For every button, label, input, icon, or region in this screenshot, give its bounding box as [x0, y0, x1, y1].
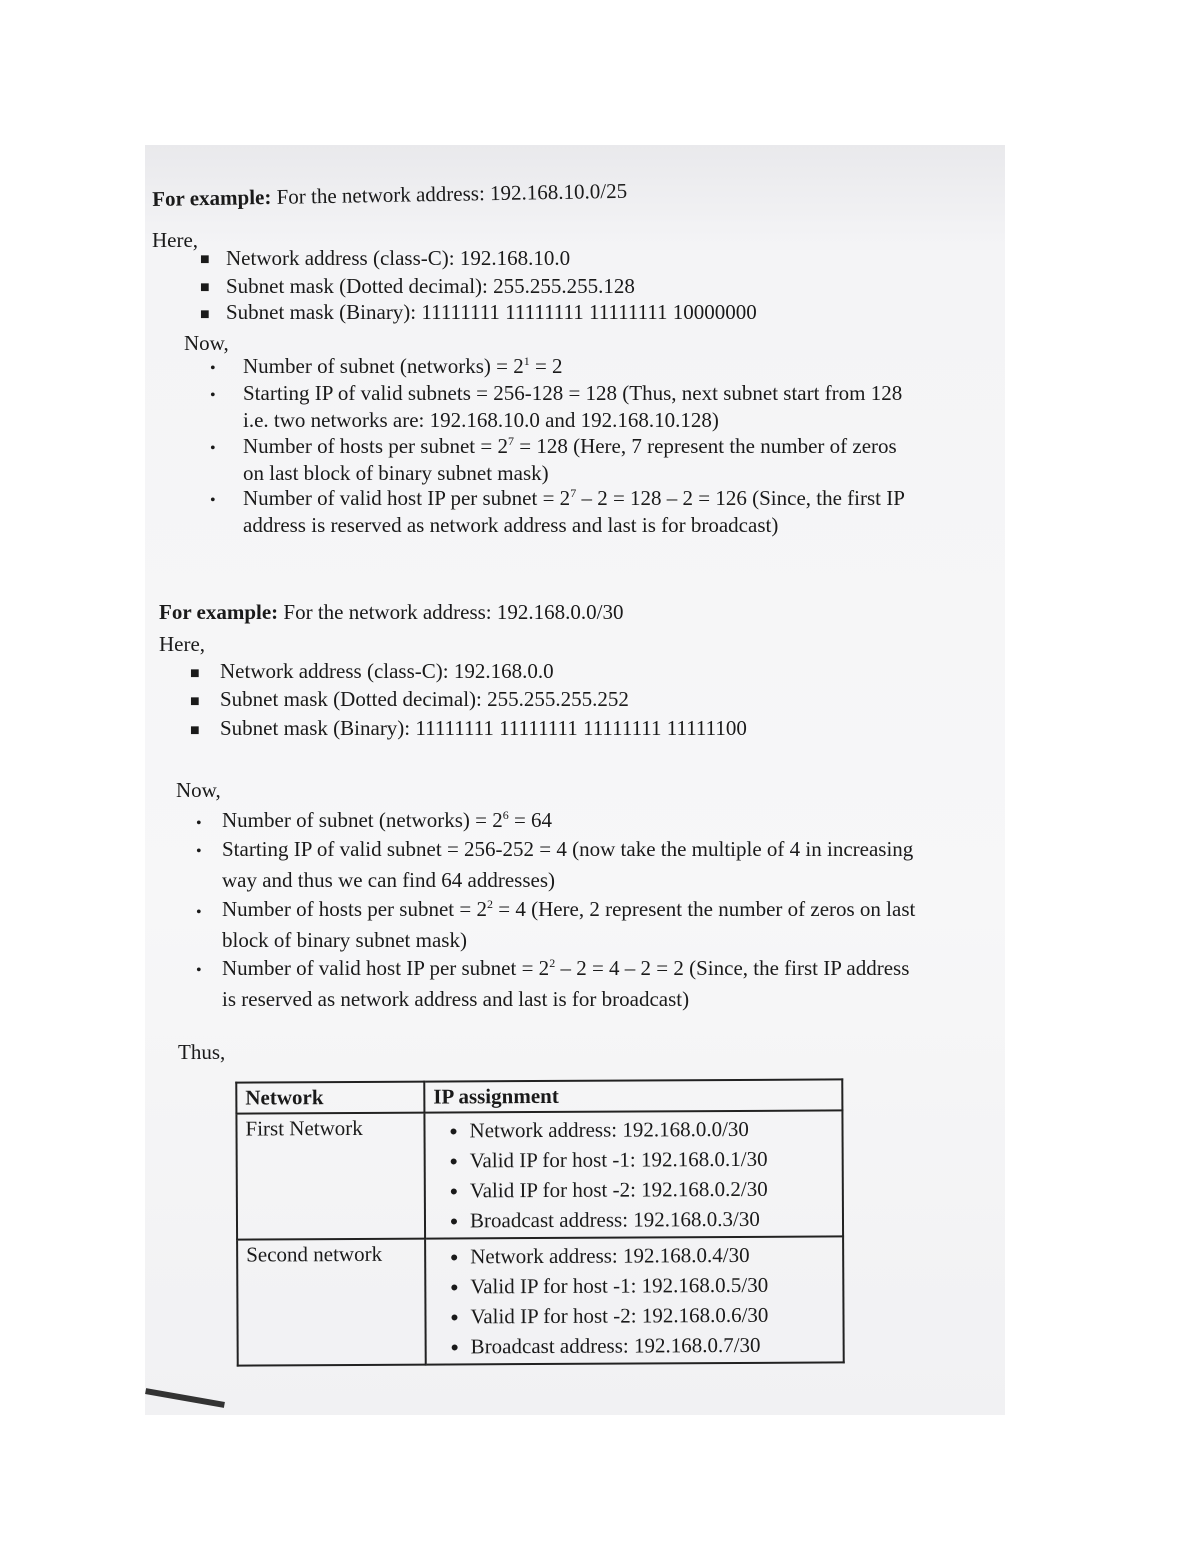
header-network: Network	[236, 1082, 424, 1114]
heading-text: For the network address: 192.168.0.0/30	[283, 600, 624, 624]
now-label: Now,	[176, 778, 221, 802]
ip-item: • Valid IP for host -2: 192.168.0.6/30	[470, 1299, 834, 1331]
ip-item: • Valid IP for host -1: 192.168.0.5/30	[470, 1269, 834, 1301]
bullet: Network address (class-C): 192.168.0.0	[220, 659, 554, 683]
point-cont: way and thus we can find 64 addresses)	[222, 868, 555, 892]
ip-item: • Network address: 192.168.0.4/30	[470, 1239, 834, 1271]
point-cont: i.e. two networks are: 192.168.10.0 and 192.168.10.128)	[243, 408, 719, 432]
bullet: Subnet mask (Binary): 11111111 11111111 11111111 10000000	[226, 300, 757, 324]
now-label: Now,	[184, 331, 229, 355]
here-label: Here,	[152, 228, 199, 252]
point: Number of valid host IP per subnet = $2^2 - 2 = 4 - 2 = 2$ (Since, the first IP address	[222, 956, 910, 980]
ip-item: • Network address: 192.168.0.0/30	[469, 1113, 833, 1145]
heading-label: For example:	[152, 184, 272, 211]
ip-assignment-table	[235, 1078, 844, 1366]
point: Starting IP of valid subnet = 256-252 = 4 (now take the multiple of 4 in increasing	[222, 837, 914, 861]
here-label: Here,	[159, 632, 206, 656]
table-row	[236, 1110, 843, 1239]
table-row	[237, 1236, 844, 1365]
bullet: Subnet mask (Binary): 11111111 11111111 11111111 11111100	[220, 716, 747, 740]
bullet: Network address (class-C): 192.168.10.0	[226, 246, 571, 270]
point: Number of subnet (networks) = $2^1 = 2$	[243, 354, 563, 378]
example2-heading	[159, 600, 623, 625]
heading-text: For the network address: 192.168.10.0/25	[276, 178, 628, 209]
point: Number of valid host IP per subnet = $2^7 - 2 = 128 - 2 = 126$ (Since, the first IP	[243, 486, 905, 510]
thus-label: Thus,	[178, 1040, 226, 1064]
header-ip-assignment: IP assignment	[424, 1079, 842, 1112]
ip-item: • Broadcast address: 192.168.0.7/30	[471, 1329, 835, 1361]
table-header-row	[236, 1079, 842, 1113]
ip-item: • Broadcast address: 192.168.0.3/30	[470, 1203, 834, 1235]
bullet: Subnet mask (Dotted decimal): 255.255.255.252	[220, 687, 629, 711]
network-name: Second network	[237, 1239, 426, 1366]
ip-item: • Valid IP for host -1: 192.168.0.1/30	[470, 1143, 834, 1175]
point: Number of hosts per subnet = $2^7 = 128$ (Here, 7 represent the number of zeros	[243, 434, 897, 458]
bullet: Subnet mask (Dotted decimal): 255.255.255.128	[226, 274, 635, 298]
point-cont: is reserved as network address and last is for broadcast)	[222, 987, 690, 1011]
network-name: First Network	[236, 1113, 425, 1240]
point: Starting IP of valid subnets = 256-128 = 128 (Thus, next subnet start from 128	[243, 381, 903, 405]
point: Number of hosts per subnet = $2^2 = 4$ (Here, 2 represent the number of zeros on last	[222, 897, 916, 921]
point-cont: address is reserved as network address and last is for broadcast)	[243, 513, 779, 537]
heading-label: For example:	[159, 600, 279, 624]
point: Number of subnet (networks) = $2^6 = 64$	[222, 808, 553, 832]
point-cont: block of binary subnet mask)	[222, 928, 467, 952]
point-cont: on last block of binary subnet mask)	[243, 461, 549, 485]
ip-item: • Valid IP for host -2: 192.168.0.2/30	[470, 1173, 834, 1205]
